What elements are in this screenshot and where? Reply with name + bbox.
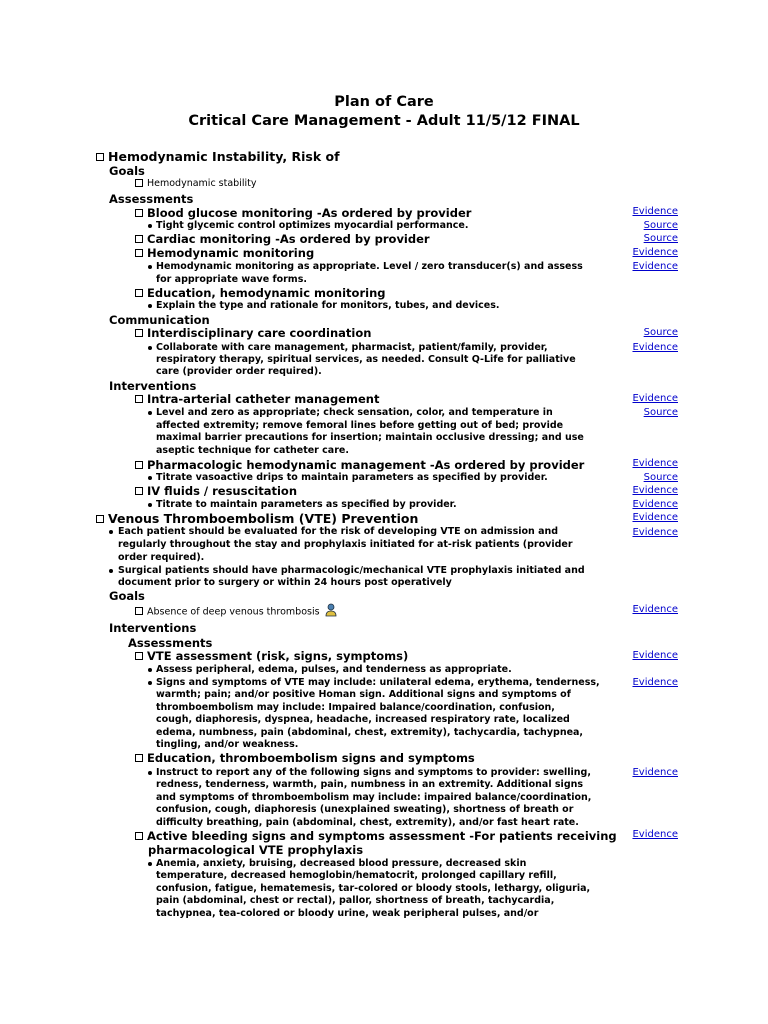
checkbox[interactable] (135, 607, 143, 615)
evidence-link[interactable]: Evidence (632, 829, 678, 840)
evidence-link[interactable]: Evidence (632, 393, 678, 404)
bullet-text: aseptic technique for catheter care. (156, 445, 349, 456)
evidence-link[interactable]: Evidence (632, 677, 678, 688)
bullet-text: tachypnea, tea-colored or bloody urine, weak peripheral pulses, and/or (156, 908, 539, 919)
assessment-item[interactable]: Education, thromboembolism signs and symptoms (135, 751, 475, 765)
bullet-text: care (provider order required). (156, 366, 322, 377)
checkbox[interactable] (96, 153, 104, 161)
bullet-text: edema, numbness, pain (abdominal, chest, extremity), tachycardia, tachypnea, (156, 727, 584, 738)
interventions-label: Interventions (109, 621, 197, 635)
bullet-text: Collaborate with care management, pharmacist, patient/family, provider, (156, 342, 548, 353)
evidence-link[interactable]: Evidence (632, 527, 678, 538)
communication-item[interactable]: Interdisciplinary care coordination (135, 326, 371, 340)
assessments-label: Assessments (109, 192, 194, 206)
checkbox[interactable] (135, 209, 143, 217)
bullet-text: confusion, cough, diaphoresis (unexplained sweating), shortness of breath or (156, 804, 574, 815)
assessment-item[interactable]: Blood glucose monitoring -As ordered by provider (135, 206, 471, 220)
source-link[interactable]: Source (643, 220, 678, 231)
bullet-text: Explain the type and rationale for monitors, tubes, and devices. (156, 300, 500, 311)
bullet-text: difficulty breathing, pain (abdominal, chest, extremity), and/or fast heart rate. (156, 817, 579, 828)
source-link[interactable]: Source (643, 327, 678, 338)
checkbox[interactable] (135, 329, 143, 337)
bullet-text: warmth; pain; and/or positive Homan sign. Additional signs and symptoms of (156, 689, 571, 700)
communication-label: Communication (109, 313, 210, 327)
doc-subtitle: Critical Care Management - Adult 11/5/12 FINAL (188, 113, 580, 129)
intervention-item[interactable]: IV fluids / resuscitation (135, 484, 297, 498)
source-link[interactable]: Source (643, 472, 678, 483)
bullet-icon (148, 346, 152, 350)
bullet-text: Surgical patients should have pharmacologic/mechanical VTE prophylaxis initiated and (118, 565, 585, 576)
bullet-text: Signs and symptoms of VTE may include: unilateral edema, erythema, tenderness, (156, 677, 600, 688)
assessment-item[interactable]: VTE assessment (risk, signs, symptoms) (135, 649, 408, 663)
bullet-text: Titrate vasoactive drips to maintain parameters as specified by provider. (156, 472, 548, 483)
checkbox[interactable] (135, 754, 143, 762)
bullet-text: confusion, fatigue, hematemesis, tar-colored or bloody stools, lethargy, oliguria, (156, 883, 591, 894)
evidence-link[interactable]: Evidence (632, 206, 678, 217)
evidence-link[interactable]: Evidence (632, 604, 678, 615)
bullet-text: document prior to surgery or within 24 hours post operatively (118, 577, 452, 588)
assessments-label: Assessments (128, 636, 213, 650)
bullet-text: Assess peripheral, edema, pulses, and tenderness as appropriate. (156, 664, 512, 675)
checkbox[interactable] (135, 832, 143, 840)
bullet-text: pain (abdominal, chest or rectal), pallor, shortness of breath, tachycardia, (156, 895, 555, 906)
evidence-link[interactable]: Evidence (632, 512, 678, 523)
bullet-text: affected extremity; remove femoral lines before getting out of bed; provide (156, 420, 564, 431)
goal-item[interactable]: Absence of deep venous thrombosis (135, 605, 338, 619)
evidence-link[interactable]: Evidence (632, 485, 678, 496)
checkbox[interactable] (135, 289, 143, 297)
assessment-item[interactable]: Cardiac monitoring -As ordered by provider (135, 232, 430, 246)
checkbox[interactable] (135, 461, 143, 469)
assessment-item-cont: pharmacological VTE prophylaxis (148, 843, 364, 857)
bullet-text: Anemia, anxiety, bruising, decreased blood pressure, decreased skin (156, 858, 527, 869)
bullet-text: respiratory therapy, spiritual services, as needed. Consult Q-Life for palliative (156, 354, 576, 365)
bullet-icon (148, 411, 152, 415)
bullet-icon (148, 681, 152, 685)
bullet-text: regularly throughout the stay and prophylaxis initiated for at-risk patients (provider (118, 539, 573, 550)
assessment-item[interactable]: Active bleeding signs and symptoms assessment -For patients receiving (135, 829, 617, 843)
evidence-link[interactable]: Evidence (632, 499, 678, 510)
bullet-text: thromboembolism may include: Impaired balance/coordination, confusion, (156, 702, 555, 713)
bullet-icon (148, 503, 152, 507)
bullet-text: tingling, and/or weakness. (156, 739, 299, 750)
intervention-item[interactable]: Intra-arterial catheter management (135, 392, 379, 406)
bullet-icon (109, 569, 113, 573)
bullet-icon (148, 771, 152, 775)
goal-item[interactable]: Hemodynamic stability (135, 178, 256, 189)
checkbox[interactable] (135, 235, 143, 243)
bullet-text: and symptoms of thromboembolism may include: impaired balance/coordination, (156, 792, 592, 803)
bullet-icon (148, 265, 152, 269)
evidence-link[interactable]: Evidence (632, 342, 678, 353)
bullet-text: Level and zero as appropriate; check sensation, color, and temperature in (156, 407, 553, 418)
checkbox[interactable] (135, 249, 143, 257)
checkbox[interactable] (96, 515, 104, 523)
bullet-icon (148, 668, 152, 672)
patient-icon (324, 603, 338, 617)
bullet-text: temperature, decreased hemoglobin/hematocrit, prolonged capillary refill, (156, 870, 557, 881)
assessment-item[interactable]: Hemodynamic monitoring (135, 246, 314, 260)
checkbox[interactable] (135, 652, 143, 660)
assessment-item[interactable]: Education, hemodynamic monitoring (135, 286, 386, 300)
bullet-text: redness, tenderness, warmth, pain, numbness in an extremity. Additional signs (156, 779, 584, 790)
goals-label: Goals (109, 164, 145, 178)
evidence-link[interactable]: Evidence (632, 247, 678, 258)
bullet-text: Tight glycemic control optimizes myocardial performance. (156, 220, 469, 231)
section-hemodynamic[interactable] (96, 149, 340, 164)
section-vte[interactable] (96, 511, 418, 526)
bullet-icon (148, 224, 152, 228)
source-link[interactable]: Source (643, 407, 678, 418)
section-heading: Venous Thromboembolism (VTE) Prevention (108, 511, 419, 526)
bullet-text: Each patient should be evaluated for the risk of developing VTE on admission and (118, 526, 559, 537)
evidence-link[interactable]: Evidence (632, 261, 678, 272)
bullet-text: Titrate to maintain parameters as specified by provider. (156, 499, 457, 510)
interventions-label: Interventions (109, 379, 197, 393)
bullet-text: maximal barrier precautions for insertion; maintain occlusive dressing; and use (156, 432, 584, 443)
bullet-text: order required). (118, 552, 205, 563)
intervention-item[interactable]: Pharmacologic hemodynamic management -As ordered by provider (135, 458, 584, 472)
bullet-icon (148, 476, 152, 480)
bullet-text: for appropriate wave forms. (156, 274, 307, 285)
checkbox[interactable] (135, 487, 143, 495)
source-link[interactable]: Source (643, 233, 678, 244)
evidence-link[interactable]: Evidence (632, 767, 678, 778)
bullet-icon (148, 304, 152, 308)
bullet-text: Instruct to report any of the following signs and symptoms to provider: swelling, (156, 767, 591, 778)
checkbox[interactable] (135, 395, 143, 403)
evidence-link[interactable]: Evidence (632, 458, 678, 469)
evidence-link[interactable]: Evidence (632, 650, 678, 661)
bullet-text: cough, diaphoresis, dyspnea, headache, increased respiratory rate, localized (156, 714, 570, 725)
goals-label: Goals (109, 589, 145, 603)
bullet-text: Hemodynamic monitoring as appropriate. Level / zero transducer(s) and assess (156, 261, 583, 272)
section-heading: Hemodynamic Instability, Risk of (108, 149, 340, 164)
bullet-icon (109, 530, 113, 534)
checkbox[interactable] (135, 179, 143, 187)
doc-title: Plan of Care (334, 94, 434, 110)
bullet-icon (148, 862, 152, 866)
